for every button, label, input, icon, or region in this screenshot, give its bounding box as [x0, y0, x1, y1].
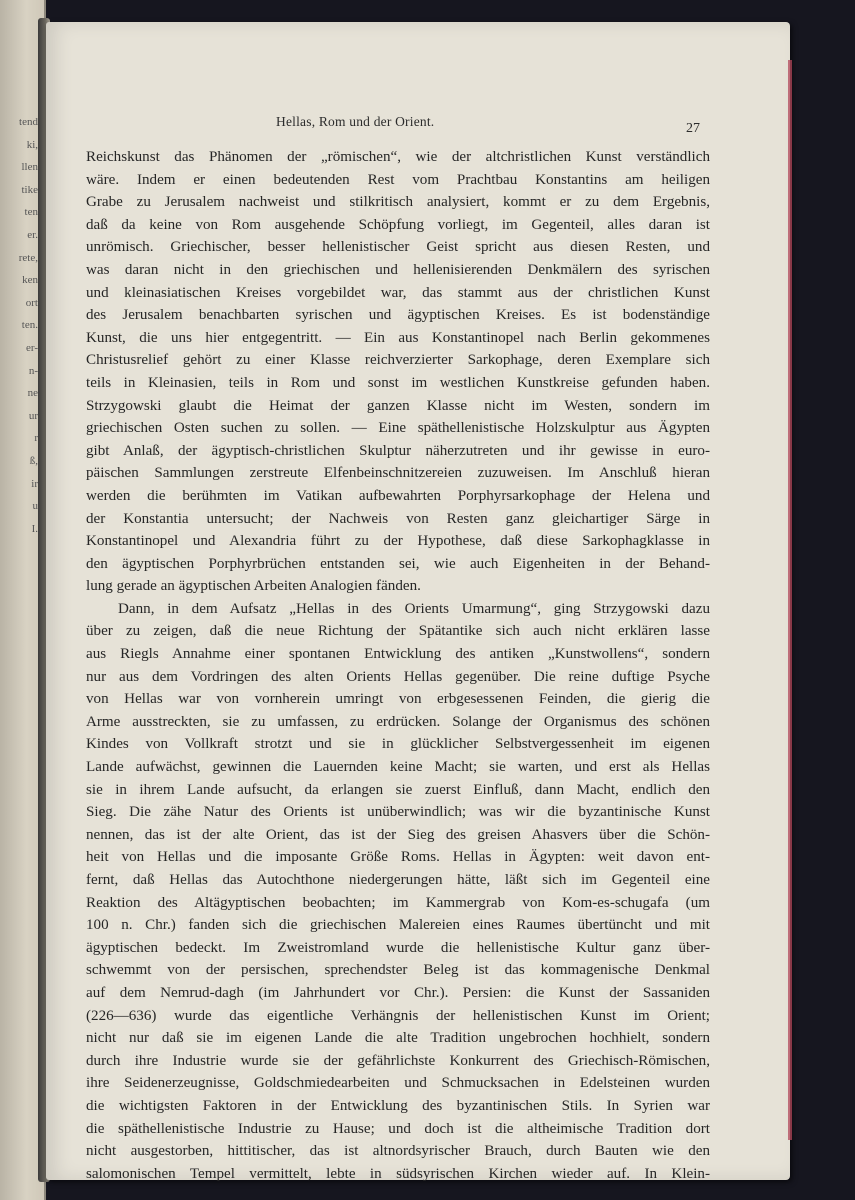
- text-line: die späthellenistische Industrie zu Hause; und doch ist die altheimische Tradition dort: [86, 1120, 710, 1137]
- facing-page-fragment: er.: [27, 229, 38, 241]
- text-line: Sieg. Die zähe Natur des Orients ist unüberwindlich; was wir die byzantinische Kunst: [86, 804, 710, 821]
- text-line: salomonischen Tempel vermittelt, lebte in südsyrischen Kirchen wieder auf. In Klein-: [86, 1165, 710, 1182]
- facing-page-fragment: u: [32, 500, 38, 513]
- text-line: Arme ausstreckten, sie zu umfassen, zu erdrücken. Solange der Organismus des schönen: [86, 713, 710, 730]
- text-line: ihre Seidenerzeugnisse, Goldschmiedearbeiten und Schmucksachen in Edelsteinen wurden: [86, 1075, 710, 1092]
- facing-page-fragment: ne: [27, 387, 38, 400]
- text-line: über zu zeigen, daß die neue Richtung der Spätantike sich auch nicht erklären lasse: [86, 623, 710, 640]
- text-line: Kindes von Vollkraft strotzt und sie in glücklicher Selbstvergessenheit im eigenen: [86, 736, 710, 753]
- facing-page-fragment: rete,: [18, 251, 38, 264]
- facing-page-fragment: llen: [21, 161, 38, 174]
- text-line: die wichtigsten Faktoren in der Entwicklung des byzantinischen Stils. In Syrien war: [86, 1097, 710, 1114]
- text-line: päischen Sammlungen zerstreute Elfenbeinschnitzereien zuzuweisen. Im Anschluß hieran: [86, 465, 710, 482]
- facing-page-fragment: ort: [25, 296, 38, 309]
- facing-page-fragment: ten: [24, 206, 38, 219]
- text-line: teils in Kleinasien, teils in Rom und sonst im westlichen Kunstkreise gefunden haben.: [86, 374, 710, 391]
- facing-page-fragment: ken: [22, 274, 38, 287]
- running-head: Hellas, Rom und der Orient.: [276, 114, 435, 129]
- body-text: [86, 146, 710, 1185]
- text-line: nicht nur daß sie im eigenen Lande die alte Tradition ungebrochen hochhielt, sondern: [86, 1030, 710, 1047]
- text-line: wäre. Indem er einen bedeutenden Rest vom Prachtbau Konstantins am heiligen: [86, 171, 710, 188]
- text-line: daß da keine von Rom ausgehende Schöpfung vorliegt, im Gegenteil, alles daran ist: [86, 216, 710, 233]
- text-line: was daran nicht in den griechischen und hellenisierenden Denkmälern des syrischen: [86, 261, 710, 278]
- text-line: und kleinasiatischen Kreises vorgebildet war, das stammt aus der christlichen Kunst: [86, 284, 710, 301]
- facing-page-fragment: I.: [31, 522, 38, 535]
- text-line: des Jerusalem benachbarten syrischen und ägyptischen Kreises. Es ist bodenständige: [86, 307, 710, 324]
- text-line: den ägyptischen Porphyrbrüchen entstanden sei, wie auch Eigenheiten in der Behand-: [86, 555, 710, 572]
- text-line: sie in ihrem Lande aufsucht, da erlangen sie zuerst Einfluß, dann Macht, endlich den: [86, 781, 710, 798]
- paragraph: [86, 146, 710, 598]
- facing-page-fragment: n-: [28, 364, 38, 377]
- text-line: (226—636) wurde das eigentliche Verhängnis der hellenistischen Kunst im Orient;: [86, 1007, 710, 1024]
- text-line: nur aus dem Vordringen des alten Orients Hellas gegenüber. Die reine duftige Psyche: [86, 668, 710, 685]
- facing-page-fragment: ir: [31, 477, 38, 490]
- text-line: Dann, in dem Aufsatz „Hellas in des Orients Umarmung“, ging Strzygowski dazu: [118, 600, 710, 617]
- facing-page-fragment: tend: [19, 116, 38, 128]
- text-line: werden die berühmten im Vatikan aufbewahrten Porphyrsarkophage der Helena und: [86, 487, 710, 504]
- facing-page-fragment: r: [34, 432, 38, 445]
- text-line: nicht ausgestorben, hittitischer, das ist altnordsyrischer Brauch, durch Bauten wie den: [86, 1143, 710, 1160]
- text-line: Reichskunst das Phänomen der „römischen“, wie der altchristlichen Kunst verständlich: [86, 149, 710, 165]
- text-line: nennen, das ist der alte Orient, das ist der Sieg des greisen Ahasvers über die Schön-: [86, 826, 710, 843]
- text-line: Reaktion des Altägyptischen beobachten; im Kammergrab von Kom-es-schugafa (um: [86, 894, 710, 911]
- text-line: der Konstantia untersucht; der Nachweis von Resten ganz gleichartiger Särge in: [86, 510, 710, 527]
- text-line: gibt Anlaß, der ägyptisch-christlichen Skulptur näherzutreten und ihr gewisse in euro-: [86, 442, 710, 459]
- facing-page-fragment: ten.: [21, 319, 38, 332]
- paragraph: [86, 598, 710, 1185]
- text-line: Lande aufwächst, gewinnen die Lauernden keine Macht; sie warten, und erst als Hellas: [86, 759, 710, 776]
- facing-page-fragment: er-: [26, 342, 38, 354]
- text-line: ägyptischen bedeckt. Im Zweistromland wurde die hellenistische Kultur ganz über-: [86, 939, 710, 956]
- text-line: Grabe zu Jerusalem nachweist und stilkritisch analysiert, kommt er zu dem Ergebnis,: [86, 194, 710, 211]
- text-line: durch ihre Industrie wurde sie der gefährlichste Konkurrent des Griechisch-Römischen,: [86, 1052, 710, 1069]
- text-line: Strzygowski glaubt die Heimat der ganzen Klasse nicht im Westen, sondern im: [86, 397, 710, 414]
- text-line: Kunst, die uns hier entgegentritt. — Ein aus Konstantinopel nach Berlin gekommenes: [86, 329, 710, 346]
- facing-page-fragment: ur: [28, 409, 38, 422]
- text-line: unrömisch. Griechischer, besser hellenistischer Geist spricht aus diesen Resten, und: [86, 239, 710, 256]
- text-line: auf dem Nemrud-dagh (im Jahrhundert vor Chr.). Persien: die Kunst der Sassaniden: [86, 984, 710, 1001]
- facing-page-fragment: ß,: [29, 455, 38, 467]
- text-line: von Hellas war von vornherein umringt von erbgesessenen Feinden, die gierig die: [86, 691, 710, 708]
- text-line: 100 n. Chr.) fanden sich die griechischen Malereien eines Raumes übertüncht und mit: [86, 917, 710, 934]
- cover-edge: [788, 60, 792, 1140]
- text-line: heit von Hellas und die imposante Größe Roms. Hellas in Ägypten: weit davon ent-: [86, 849, 710, 866]
- text-line: fernt, daß Hellas das Autochthone niedergerungen hätte, läßt sich im Gegenteil eine: [86, 872, 710, 888]
- facing-page-fragment: ki,: [26, 138, 38, 151]
- text-line: griechischen Osten suchen zu sollen. — Eine späthellenistische Holzskulptur aus Ägypten: [86, 420, 710, 437]
- page-number: 27: [686, 121, 700, 136]
- facing-page-fragment: tike: [21, 183, 38, 196]
- text-line: lung gerade an ägyptischen Arbeiten Analogien fänden.: [86, 578, 421, 595]
- text-line: Konstantinopel und Alexandria führt zu der Hypothese, daß diese Sarkophagklasse in: [86, 533, 710, 550]
- text-line: Christusrelief gehört zu einer Klasse reichverzierter Sarkophage, deren Exemplare sich: [86, 352, 710, 369]
- text-line: schwemmt von der persischen, sprechendster Beleg ist das kommagenische Denkmal: [86, 962, 710, 979]
- text-line: aus Riegls Annahme einer spontanen Entwicklung des antiken „Kunstwollens“, sondern: [86, 646, 710, 663]
